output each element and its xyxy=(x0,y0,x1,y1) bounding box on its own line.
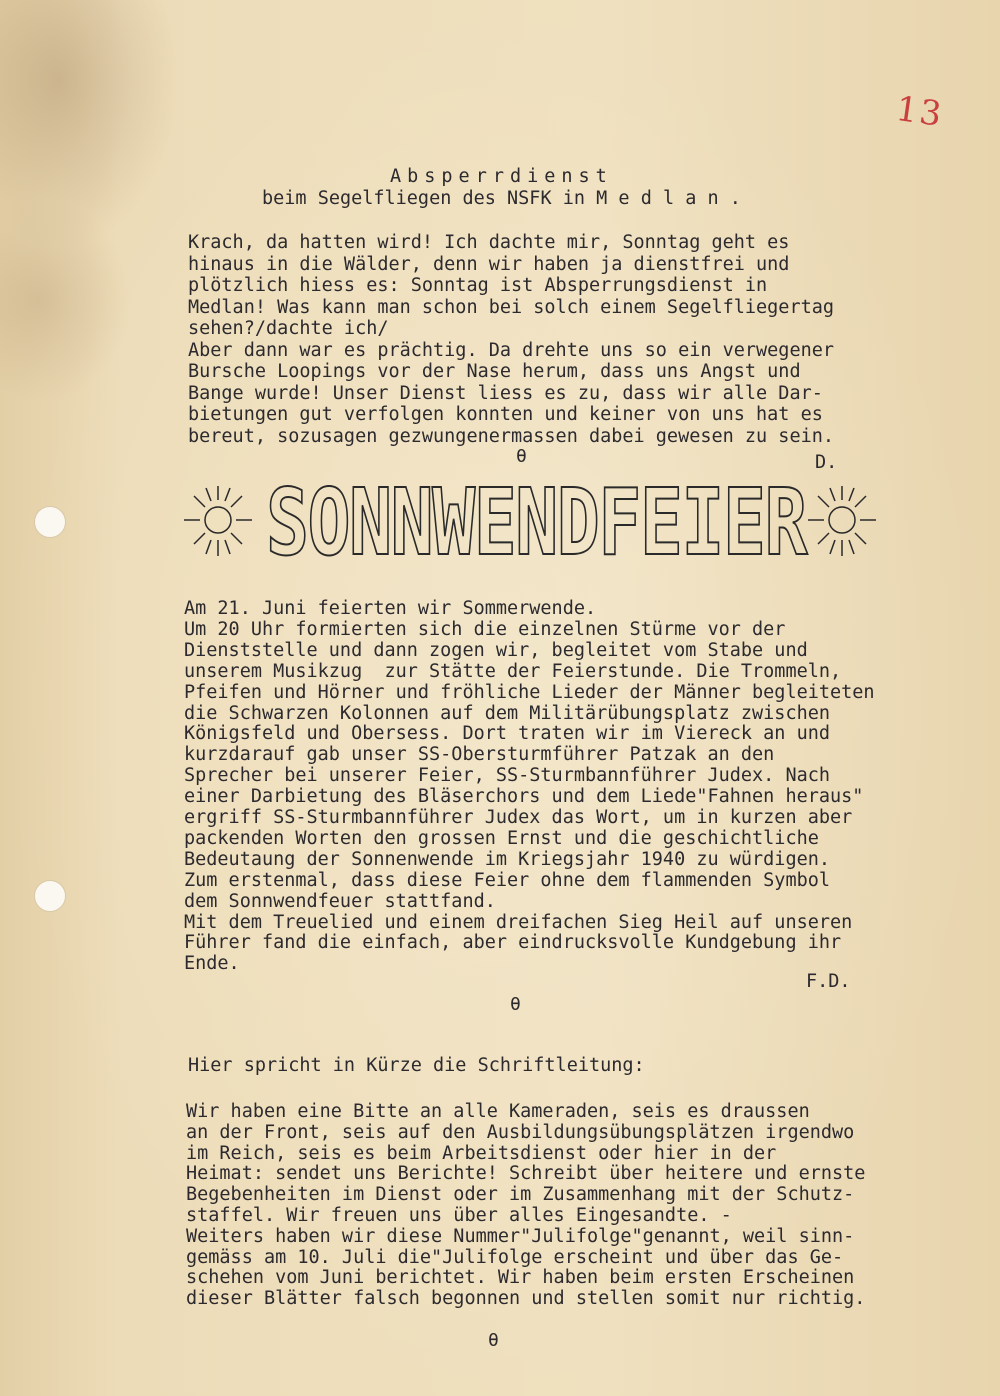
banner-title: SONNWENDFEIER xyxy=(266,469,809,576)
text-line: Wir haben eine Bitte an alle Kameraden, seis es draussen xyxy=(186,1101,810,1122)
text-line: dem Sonnwendfeuer stattfand. xyxy=(184,890,496,912)
text-line: Aber dann war es prächtig. Da drehte uns so ein verwegener xyxy=(188,339,835,361)
sun-icon xyxy=(184,486,252,556)
sonnwendfeier-banner xyxy=(180,468,880,580)
text-line: gemäss am 10. Juli die"Julifolge erscheint und über das Ge- xyxy=(186,1246,844,1268)
text-line: ergriff SS-Sturmbannführer Judex das Wort, um in kurzen aber xyxy=(184,807,853,828)
article-title: Absperrdienst xyxy=(390,166,613,187)
text-line: Bursche Loopings vor der Nase herum, dass uns Angst und xyxy=(188,361,801,382)
text-line: einer Darbietung des Bläserchors und dem Liede"Fahnen heraus" xyxy=(184,786,864,808)
text-line: bereut, sozusagen gezwungenermassen dabei gewesen zu sein. xyxy=(188,425,835,447)
text-line: Um 20 Uhr formierten sich die einzelnen Stürme vor der xyxy=(184,618,786,640)
text-line: Pfeifen und Hörner und fröhliche Lieder der Männer begleiteten xyxy=(184,681,875,703)
article-subtitle: beim Segelfliegen des NSFK in M e d l a n . xyxy=(262,188,741,209)
text-line: Ende. xyxy=(184,953,240,975)
text-line: dieser Blätter falsch begonnen und stellen somit nur richtig. xyxy=(186,1288,866,1310)
text-line: Zum erstenmal, dass diese Feier ohne dem flammenden Symbol xyxy=(184,869,831,891)
editorial-heading: Hier spricht in Kürze die Schriftleitung: xyxy=(188,1055,645,1076)
text-line: plötzlich hiess es: Sonntag ist Absperrungsdienst in xyxy=(188,275,768,296)
page-number: 13 xyxy=(893,88,946,136)
text-line: an der Front, seis auf den Ausbildungsübungsplätzen irgendwo xyxy=(186,1121,855,1143)
text-line: Bange wurde! Unser Dienst liess es zu, dass wir alle Dar- xyxy=(188,382,823,404)
text-line: Begebenheiten im Dienst oder im Zusammenhang mit der Schutz- xyxy=(186,1184,855,1206)
separator-mark: θ xyxy=(488,1330,499,1351)
text-line: Mit dem Treuelied und einem dreifachen Sieg Heil auf unseren xyxy=(184,911,853,933)
sun-icon xyxy=(808,486,876,556)
text-line: staffel. Wir freuen uns über alles Eingesandte. - xyxy=(186,1205,732,1226)
text-line: Am 21. Juni feierten wir Sommerwende. xyxy=(184,598,597,619)
text-line: Königsfeld und Obersess. Dort traten wir im Viereck an und xyxy=(184,723,831,745)
text-line: Dienststelle und dann zogen wir, begleitet vom Stabe und xyxy=(184,639,808,661)
punch-hole xyxy=(34,880,66,912)
separator-mark: θ xyxy=(516,446,527,467)
text-line: Bedeutaung der Sonnenwende im Kriegsjahr 1940 zu würdigen. xyxy=(184,848,831,870)
signature-d: D. xyxy=(815,452,838,473)
text-line: sehen?/dachte ich/ xyxy=(188,318,389,339)
text-line: hinaus in die Wälder, denn wir haben ja dienstfrei und xyxy=(188,253,790,275)
signature-fd: F.D. xyxy=(806,971,851,992)
text-line: packenden Worten den grossen Ernst und die geschichtliche xyxy=(184,827,819,849)
punch-hole xyxy=(34,506,66,538)
text-line: die Schwarzen Kolonnen auf dem Militärübungsplatz zwischen xyxy=(184,702,831,724)
text-line: unserem Musikzug zur Stätte der Feierstunde. Die Trommeln, xyxy=(184,660,842,682)
separator-mark: θ xyxy=(510,994,521,1015)
text-line: Krach, da hatten wird! Ich dachte mir, Sonntag geht es xyxy=(188,232,790,253)
text-line: Heimat: sendet uns Berichte! Schreibt über heitere und ernste xyxy=(186,1163,866,1185)
text-line: kurzdarauf gab unser SS-Obersturmführer Patzak an den xyxy=(184,744,775,766)
text-line: im Reich, seis es beim Arbeitsdienst oder hier in der xyxy=(186,1142,777,1164)
text-line: bietungen gut verfolgen konnten und keiner von uns hat es xyxy=(188,404,823,425)
text-line: Medlan! Was kann man schon bei solch einem Segelfliegertag xyxy=(188,296,835,318)
text-line: schehen vom Juni berichtet. Wir haben beim ersten Erscheinen xyxy=(186,1267,855,1289)
text-line: Weiters haben wir diese Nummer"Julifolge"genannt, weil sinn- xyxy=(186,1225,855,1247)
text-line: Sprecher bei unserer Feier, SS-Sturmbannführer Judex. Nach xyxy=(184,765,831,787)
text-line: Führer fand die einfach, aber eindrucksvolle Kundgebung ihr xyxy=(184,932,842,954)
